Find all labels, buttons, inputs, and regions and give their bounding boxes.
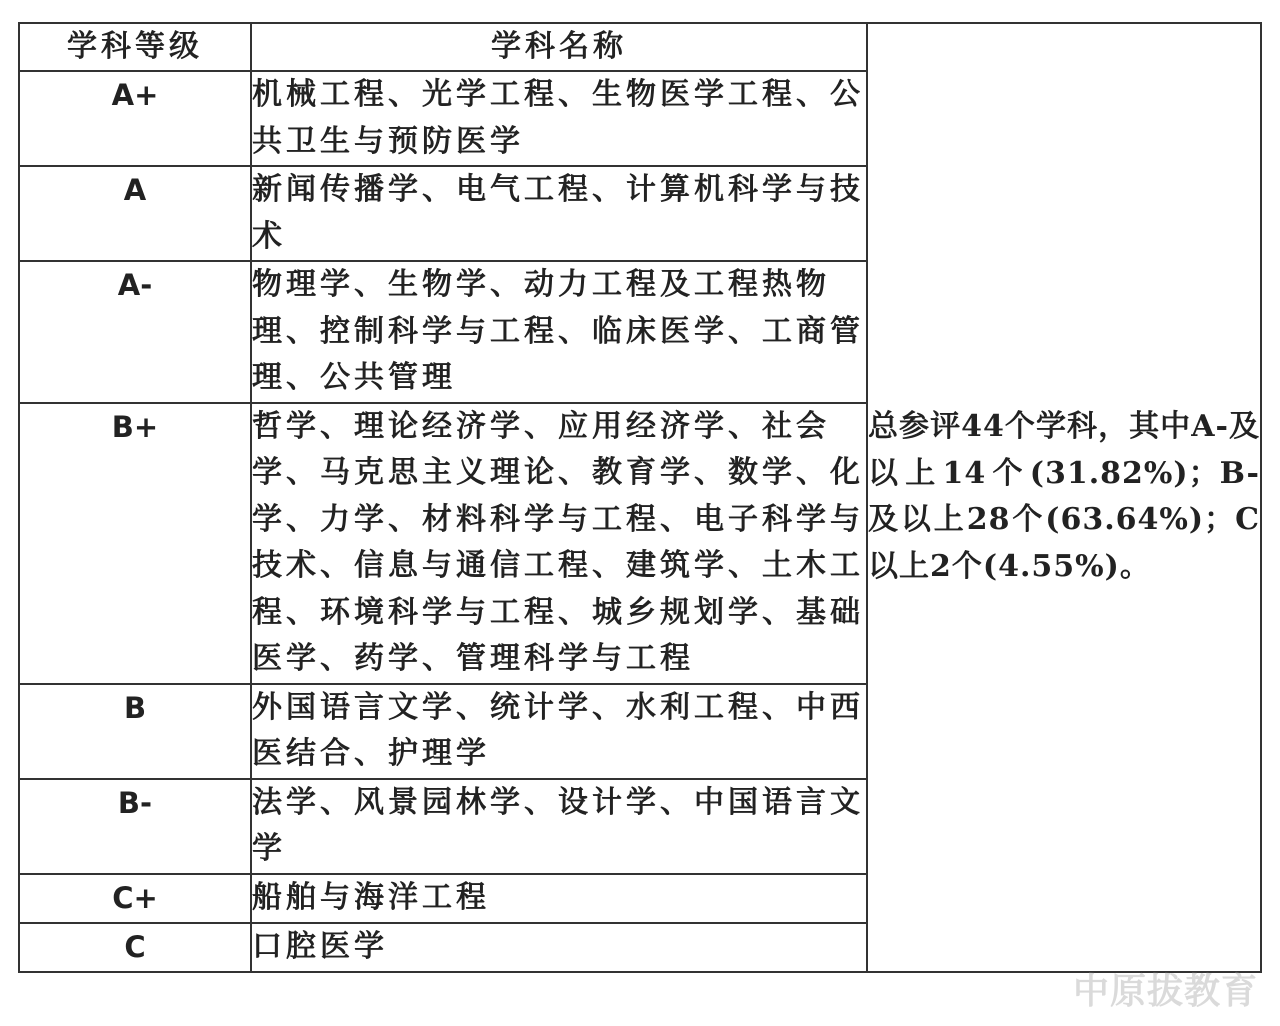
subjects-cell: 哲学、理论经济学、应用经济学、社会学、马克思主义理论、教育学、数学、化学、力学、材料科学与工程、电子科学与技术、信息与通信工程、建筑学、土木工程、环境科学与工程、城乡规划学、基础医学、药学、管理科学与工程 [251,403,867,684]
summary-text: 总参评44个学科，其中A-及以上14个(31.82%)；B-及以上28个(63.64%)；C以上2个(4.55%)。 [868,409,1260,584]
subjects-cell: 船舶与海洋工程 [251,874,867,923]
grade-cell: C [19,923,251,972]
summary-cell [867,23,1261,972]
subjects-cell: 机械工程、光学工程、生物医学工程、公共卫生与预防医学 [251,71,867,166]
grade-cell: C+ [19,874,251,923]
grade-cell: A- [19,261,251,403]
subjects-cell: 口腔医学 [251,923,867,972]
grade-cell: B+ [19,403,251,684]
subjects-cell: 物理学、生物学、动力工程及工程热物理、控制科学与工程、临床医学、工商管理、公共管理 [251,261,867,403]
subjects-cell: 法学、风景园林学、设计学、中国语言文学 [251,779,867,874]
table-header-row [19,23,1261,71]
watermark-text: 中原拔教育 [1072,971,1258,1012]
grade-cell: A+ [19,71,251,166]
subjects-cell: 外国语言文学、统计学、水利工程、中西医结合、护理学 [251,684,867,779]
header-grade: 学科等级 [19,23,251,71]
discipline-grades-table [18,22,1262,973]
grade-cell: A [19,166,251,261]
grade-cell: B- [19,779,251,874]
grade-cell: B [19,684,251,779]
subjects-cell: 新闻传播学、电气工程、计算机科学与技术 [251,166,867,261]
grades-table-container [18,22,1260,973]
header-subject: 学科名称 [251,23,867,71]
